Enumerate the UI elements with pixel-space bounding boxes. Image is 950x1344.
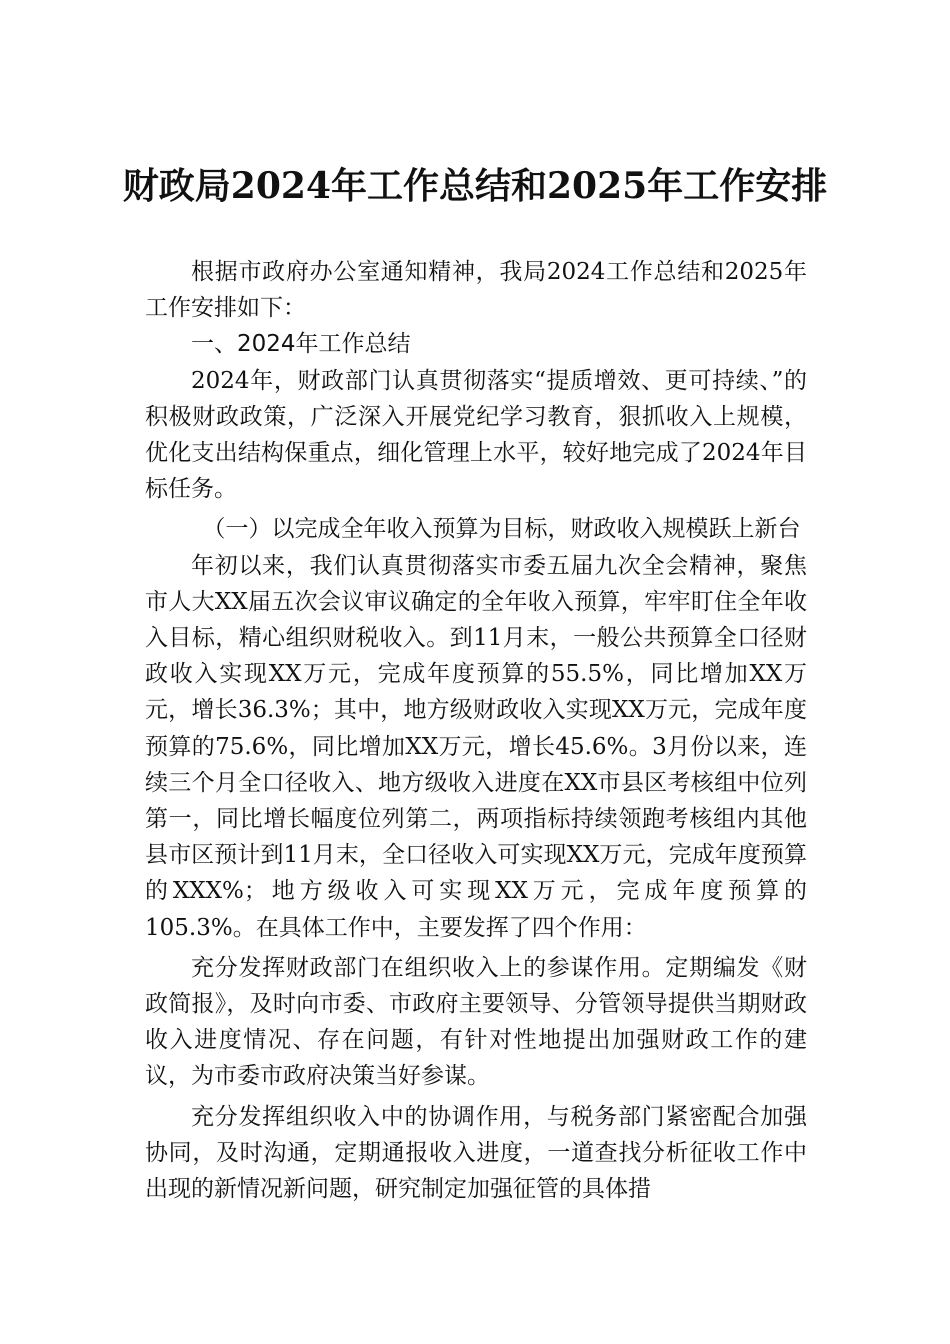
intro-paragraph: 根据市政府办公室通知精神，我局2024工作总结和2025年工作安排如下：	[145, 259, 807, 322]
document-body	[145, 254, 807, 1207]
advisory-role-paragraph: 充分发挥财政部门在组织收入上的参谋作用。定期编发《财政简报》，及时向市委、市政府主要领导、分管领导提供当期财政收入进度情况、存在问题，有针对性地提出加强财政工作的建议，为市委市政府决策当好参谋。	[145, 954, 807, 1090]
document-title: 财政局2024年工作总结和2025年工作安排	[122, 165, 828, 207]
subsection-heading: （一）以完成全年收入预算为目标，财政收入规模跃上新台	[202, 516, 801, 543]
section-heading: 一、2024年工作总结	[191, 331, 411, 358]
coordination-role-paragraph: 充分发挥组织收入中的协调作用，与税务部门紧密配合加强协同，及时沟通，定期通报收入进度，一道查找分析征收工作中出现的新情况新问题，研究制定加强征管的具体措	[145, 1103, 807, 1203]
summary-paragraph: 2024年，财政部门认真贯彻落实“提质增效、更可持续、”的积极财政政策，广泛深入开展党纪学习教育，狠抓收入上规模，优化支出结构保重点，细化管理上水平，较好地完成了2024年目标任务。	[145, 367, 807, 503]
revenue-paragraph: 年初以来，我们认真贯彻落实市委五届九次全会精神，聚焦市人大XX届五次会议审议确定的全年收入预算，牢牢盯住全年收入目标，精心组织财税收入。到11月末，一般公共预算全口径财政收入实现XX万元，完成年度预算的55.5%，同比增加XX万元，增长36.3%；其中，地方级财政收入实现XX万元，完成年度预算的75.6%，同比增加XX万元，增长45.6%。3月份以来，连续三个月全口径收入、地方级收入进度在XX市县区考核组中位列第一，同比增长幅度位列第二，两项指标持续领跑考核组内其他县市区预计到11月末，全口径收入可实现XX万元，完成年度预算的XXX%；地方级收入可实现XX万元，完成年度预算的105.3%。在具体工作中，主要发挥了四个作用：	[145, 552, 807, 941]
